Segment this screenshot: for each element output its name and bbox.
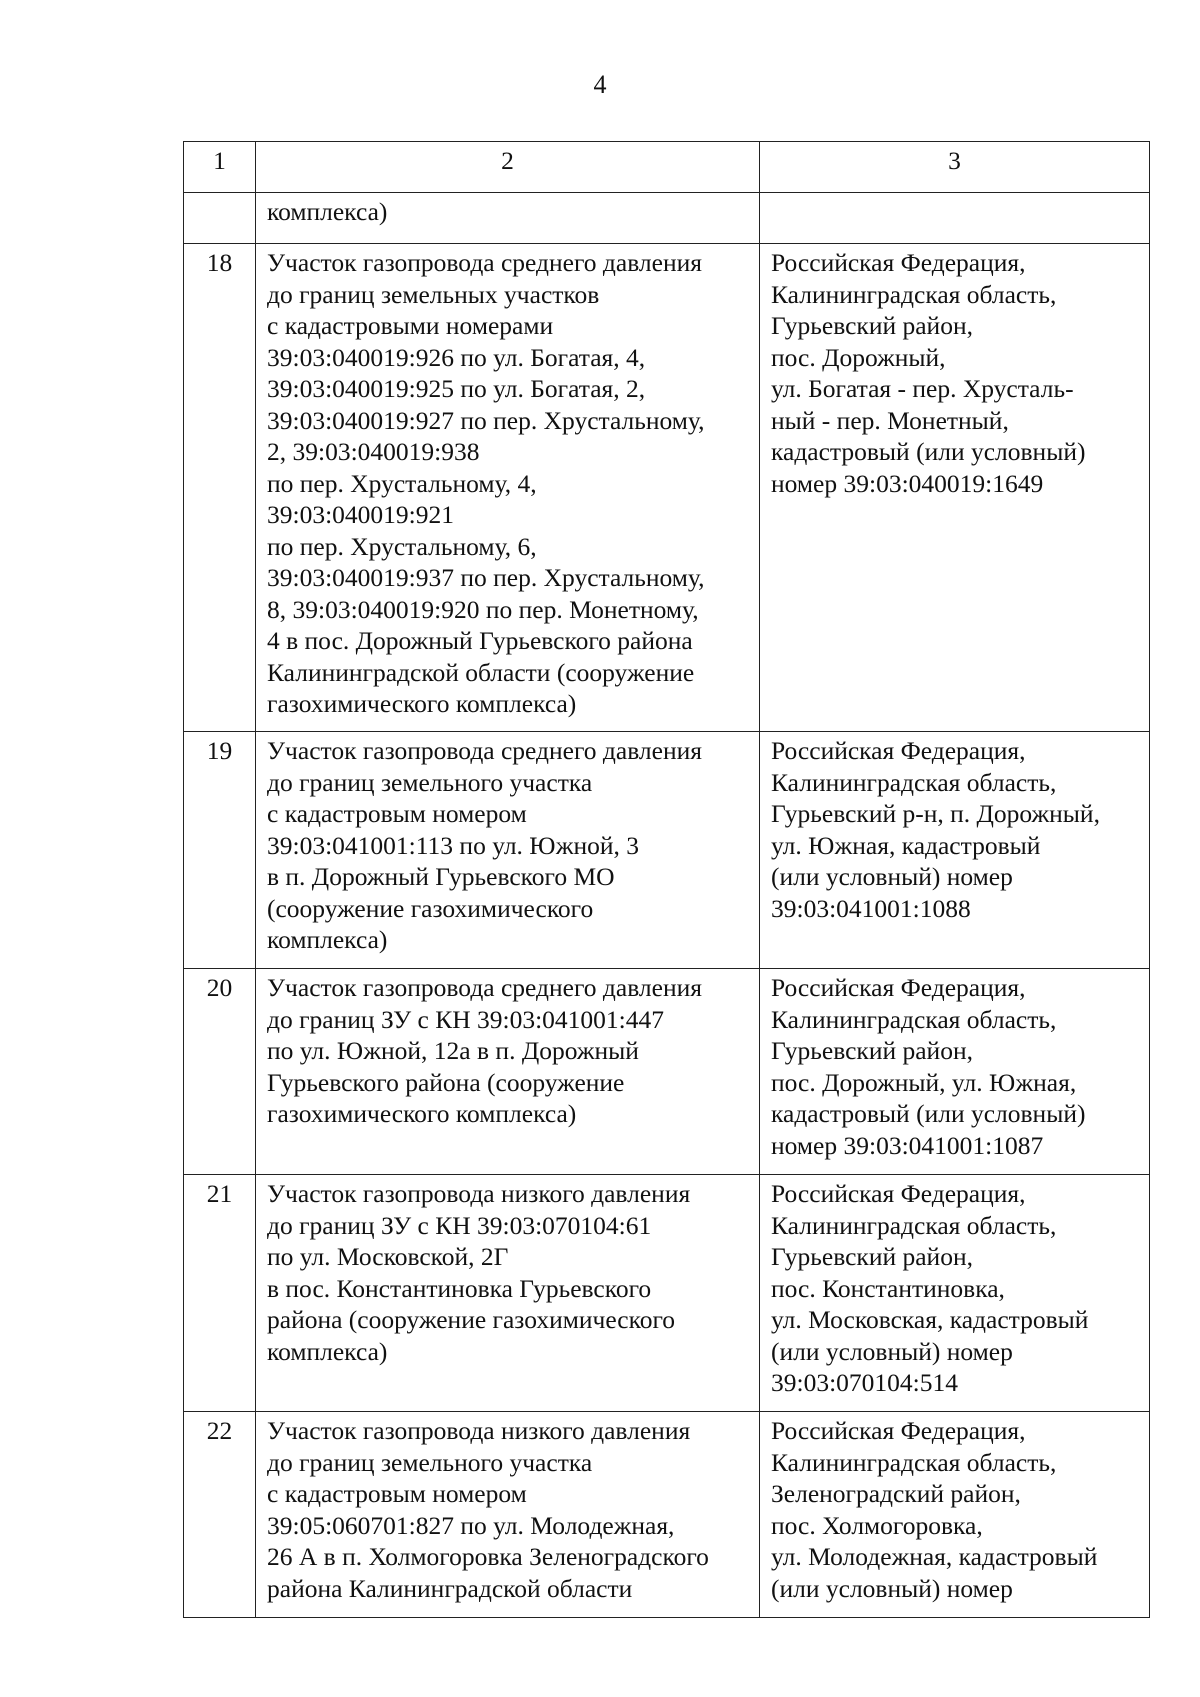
object-address: Российская Федерация, Калининградская область, Гурьевский район, пос. Дорожный, ул. Южная, кадастровый (или условный) номер 39:03:041001:1087 bbox=[771, 973, 1086, 1160]
object-address: Российская Федерация, Калининградская область, Гурьевский район, пос. Константиновка, ул. Московская, кадастровый (или условный) номер 39:03:070104:514 bbox=[771, 1179, 1089, 1397]
header-label-3: 3 bbox=[948, 146, 961, 175]
row-number: 21 bbox=[206, 1179, 233, 1208]
object-description: Участок газопровода среднего давления до границ земельных участков с кадастровыми номерами 39:03:040019:926 по ул. Богатая, 4, 39:03:040019:925 по ул. Богатая, 2, 39:03:040019:927 по пер. Хрустальному, 2, 39:03:040019:938 по пер. Хрустальному, 4, 39:03:040019:921 по пер. Хрустальному, 6, 39:03:040019:937 по пер. Хрустальному, 8, 39:03:040019:920 по пер. Монетному, 4 в пос. Дорожный Гурьевского района Калининградской области (сооружение газохимического комплекса) bbox=[267, 248, 705, 718]
address-cell bbox=[760, 244, 1150, 732]
row-number: 18 bbox=[206, 248, 233, 277]
address-cell bbox=[760, 1175, 1150, 1412]
table-row bbox=[184, 1412, 1150, 1618]
description-cell bbox=[256, 244, 760, 732]
address-cell bbox=[760, 732, 1150, 969]
object-description: Участок газопровода низкого давления до границ ЗУ с КН 39:03:070104:61 по ул. Московской, 2Г в пос. Константиновка Гурьевского района (сооружение газохимического комплекса) bbox=[267, 1179, 691, 1366]
object-address bbox=[760, 193, 1149, 204]
object-address: Российская Федерация, Калининградская область, Зеленоградский район, пос. Холмогоровка, ул. Молодежная, кадастровый (или условный) номер bbox=[771, 1416, 1098, 1603]
row-number-cell bbox=[184, 193, 256, 244]
row-number-cell bbox=[184, 244, 256, 732]
description-cell bbox=[256, 969, 760, 1175]
table-header-row bbox=[184, 142, 1150, 193]
table-row bbox=[184, 1175, 1150, 1412]
header-cell-2 bbox=[256, 142, 760, 193]
object-address: Российская Федерация, Калининградская область, Гурьевский район, пос. Дорожный, ул. Богатая - пер. Хрусталь- ный - пер. Монетный, кадастровый (или условный) номер 39:03:040019:1649 bbox=[771, 248, 1086, 498]
row-number bbox=[184, 193, 255, 204]
description-cell bbox=[256, 732, 760, 969]
table-row-continuation bbox=[184, 193, 1150, 244]
object-description: комплекса) bbox=[267, 197, 388, 226]
address-cell bbox=[760, 1412, 1150, 1618]
object-description: Участок газопровода среднего давления до границ земельного участка с кадастровым номером 39:03:041001:113 по ул. Южной, 3 в п. Дорожный Гурьевского МО (сооружение газохимического комплекса) bbox=[267, 736, 702, 954]
description-cell bbox=[256, 1412, 760, 1618]
row-number-cell bbox=[184, 1412, 256, 1618]
row-number: 19 bbox=[206, 736, 233, 765]
objects-table bbox=[183, 141, 1150, 1618]
object-address: Российская Федерация, Калининградская область, Гурьевский р-н, п. Дорожный, ул. Южная, кадастровый (или условный) номер 39:03:041001:1088 bbox=[771, 736, 1100, 923]
row-number: 20 bbox=[206, 973, 233, 1002]
page-number: 4 bbox=[593, 70, 607, 99]
row-number-cell bbox=[184, 969, 256, 1175]
table-row bbox=[184, 969, 1150, 1175]
table-row bbox=[184, 244, 1150, 732]
description-cell bbox=[256, 193, 760, 244]
header-label-2: 2 bbox=[501, 146, 514, 175]
row-number-cell bbox=[184, 1175, 256, 1412]
header-cell-3 bbox=[760, 142, 1150, 193]
row-number: 22 bbox=[206, 1416, 233, 1445]
object-description: Участок газопровода низкого давления до границ земельного участка с кадастровым номером 39:05:060701:827 по ул. Молодежная, 26 А в п. Холмогоровка Зеленоградского района Калининградской области bbox=[267, 1416, 709, 1603]
table-row bbox=[184, 732, 1150, 969]
header-cell-1 bbox=[184, 142, 256, 193]
description-cell bbox=[256, 1175, 760, 1412]
address-cell bbox=[760, 969, 1150, 1175]
header-label-1: 1 bbox=[213, 146, 226, 175]
object-description: Участок газопровода среднего давления до границ ЗУ с КН 39:03:041001:447 по ул. Южной, 12а в п. Дорожный Гурьевского района (сооружение газохимического комплекса) bbox=[267, 973, 702, 1128]
address-cell bbox=[760, 193, 1150, 244]
row-number-cell bbox=[184, 732, 256, 969]
